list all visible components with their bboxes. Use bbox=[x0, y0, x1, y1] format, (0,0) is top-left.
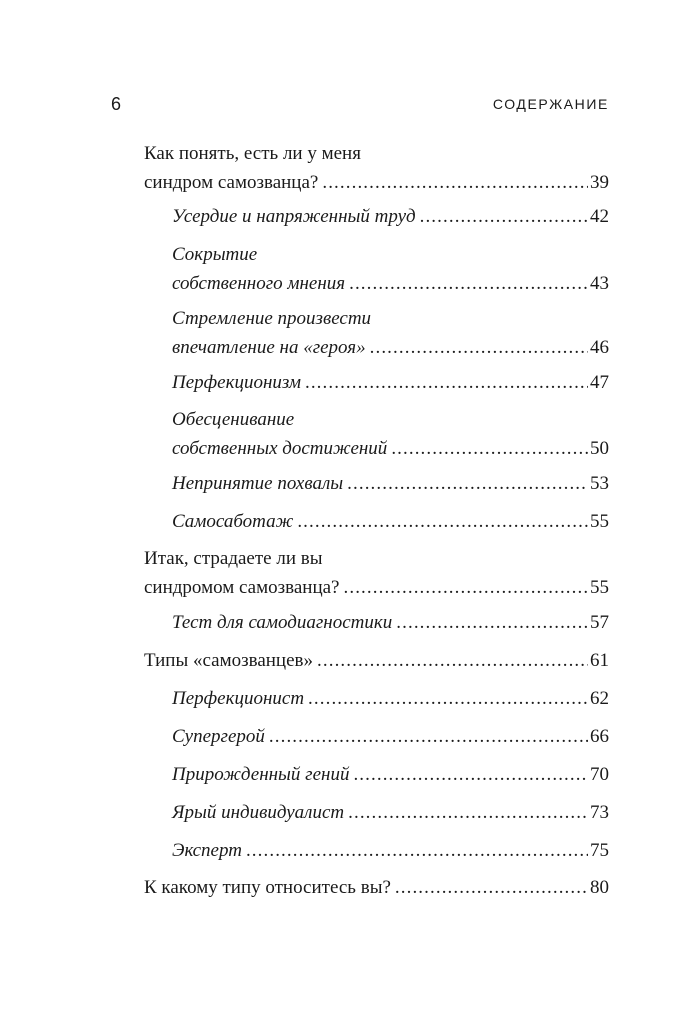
dot-leader bbox=[317, 646, 588, 675]
toc-page-number: 73 bbox=[590, 802, 609, 823]
dot-leader bbox=[396, 608, 588, 637]
toc-entry[interactable] bbox=[172, 304, 609, 362]
toc-page-number: 47 bbox=[590, 372, 609, 393]
dot-leader bbox=[305, 368, 588, 397]
toc-page-number: 55 bbox=[590, 577, 609, 598]
toc-entry[interactable] bbox=[172, 608, 609, 637]
toc-page-number: 66 bbox=[590, 726, 609, 747]
toc-page-number: 61 bbox=[590, 650, 609, 671]
toc-entry-title: Перфекционист bbox=[172, 688, 305, 709]
toc-entry[interactable] bbox=[172, 469, 609, 498]
toc-entry-title: Непринятие похвалы bbox=[172, 473, 344, 494]
running-head: СОДЕРЖАНИЕ bbox=[492, 96, 609, 112]
toc-entry-title-line1: Как понять, есть ли у меня bbox=[144, 143, 361, 164]
toc-entry-title: Усердие и напряженный труд bbox=[172, 206, 416, 227]
toc-page-number: 42 bbox=[590, 206, 609, 227]
dot-leader bbox=[349, 269, 588, 298]
dot-leader bbox=[391, 434, 588, 463]
dot-leader bbox=[420, 202, 588, 231]
toc-page-number: 80 bbox=[590, 877, 609, 898]
dot-leader bbox=[246, 836, 588, 865]
toc-page-number: 55 bbox=[590, 511, 609, 532]
toc-entry[interactable] bbox=[172, 405, 609, 463]
toc-entry-title: Ярый индивидуалист bbox=[172, 802, 345, 823]
toc-entry-title-line1: Обесценивание bbox=[172, 409, 295, 430]
dot-leader bbox=[370, 333, 588, 362]
toc-entry-title-line1: Итак, страдаете ли вы bbox=[144, 548, 323, 569]
toc-entry[interactable] bbox=[144, 646, 609, 675]
toc-page-number: 70 bbox=[590, 764, 609, 785]
toc-entry-title: Перфекционизм bbox=[172, 372, 301, 393]
toc-page-number: 43 bbox=[590, 273, 609, 294]
toc-entry[interactable] bbox=[144, 139, 609, 197]
dot-leader bbox=[308, 684, 588, 713]
toc-entry-title: впечатление на «героя» bbox=[172, 337, 366, 358]
toc-page-number: 50 bbox=[590, 438, 609, 459]
dot-leader bbox=[347, 469, 588, 498]
toc-entry-title: собственных достижений bbox=[172, 438, 388, 459]
toc-entry-title: Тест для самодиагностики bbox=[172, 612, 393, 633]
toc-entry[interactable] bbox=[172, 722, 609, 751]
toc-entry-title-line1: Стремление произвести bbox=[172, 308, 372, 329]
toc-entry-title: Эксперт bbox=[172, 840, 242, 861]
dot-leader bbox=[344, 573, 589, 602]
toc-entry-title: Самосаботаж bbox=[172, 511, 294, 532]
toc-page-number: 57 bbox=[590, 612, 609, 633]
toc-page-number: 46 bbox=[590, 337, 609, 358]
toc-page-number: 53 bbox=[590, 473, 609, 494]
dot-leader bbox=[322, 168, 588, 197]
toc-entry[interactable] bbox=[172, 368, 609, 397]
toc-entry-title: Прирожденный гений bbox=[172, 764, 350, 785]
toc-entry-title: Супергерой bbox=[172, 726, 265, 747]
toc-entry[interactable] bbox=[172, 760, 609, 789]
toc-entry-title: Типы «самозванцев» bbox=[144, 650, 314, 671]
toc-entry-title: собственного мнения bbox=[172, 273, 346, 294]
toc-entry[interactable] bbox=[172, 240, 609, 298]
toc-entry[interactable] bbox=[172, 798, 609, 827]
dot-leader bbox=[353, 760, 588, 789]
toc-entry-title: синдром самозванца? bbox=[144, 172, 319, 193]
dot-leader bbox=[395, 873, 588, 902]
dot-leader bbox=[348, 798, 588, 827]
toc-entry[interactable] bbox=[172, 202, 609, 231]
toc-entry-title: К какому типу относитесь вы? bbox=[144, 877, 391, 898]
toc-page-number: 75 bbox=[590, 840, 609, 861]
dot-leader bbox=[297, 507, 588, 536]
toc-entry-title-line1: Сокрытие bbox=[172, 244, 258, 265]
dot-leader bbox=[269, 722, 588, 751]
toc-entry[interactable] bbox=[172, 507, 609, 536]
toc-entry[interactable] bbox=[172, 836, 609, 865]
toc-entry-title: синдромом самозванца? bbox=[144, 577, 340, 598]
toc-entry[interactable] bbox=[172, 684, 609, 713]
toc-entry[interactable] bbox=[144, 873, 609, 902]
toc-page-number: 62 bbox=[590, 688, 609, 709]
toc-page-number: 39 bbox=[590, 172, 609, 193]
toc-entry[interactable] bbox=[144, 544, 609, 602]
page-number: 6 bbox=[111, 94, 122, 114]
